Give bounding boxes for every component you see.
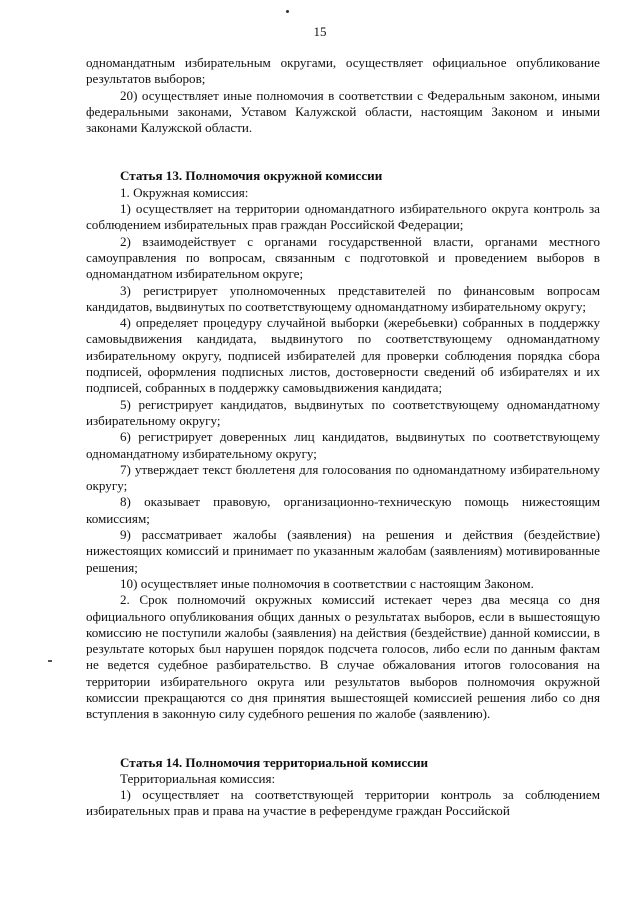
page-number: 15	[313, 24, 327, 39]
article-13-intro: 1. Окружная комиссия:	[120, 184, 249, 200]
list-item: 1) осуществляет на территории одномандатного избирательного округа контроль за соблюдением избирательных прав граждан Российской Федерации;	[86, 201, 600, 233]
list-item: 6) регистрирует доверенных лиц кандидатов, выдвинутых по соответствующему одномандатному избирательному округу;	[86, 429, 600, 461]
list-item: 9) рассматривает жалобы (заявления) на решения и действия (бездействие) нижестоящих комиссий и принимает по указанным жалобам (заявлениям) мотивированные решения;	[86, 527, 600, 575]
section-gap	[86, 723, 600, 755]
list-item: 1) осуществляет на соответствующей территории контроль за соблюдением избирательных прав и права на участие в референдуме граждан Российской	[86, 787, 600, 819]
list-item: 2) взаимодействует с органами государственной власти, органами местного самоуправления по вопросам, связанным с подготовкой и проведением выборов в одномандатном избирательном округе;	[86, 233, 600, 282]
paragraph: 2. Срок полномочий окружных комиссий истекает через два месяца со дня официального опубликования общих данных о результатах выборов, если в вышестоящую комиссию не поступили жалобы (заявления) на действия (бездействие) данной комиссии, в результате которых был нарушен порядок подсчета голосов, либо если по данным фактам не ведется судебное разбирательство. В случае обжалования итогов голосования на территории избирательного округа или результатов выборов полномочия окружной комиссии прекращаются со дня принятия вышестоящей комиссией решения либо со дня вступления в законную силу судебного решения по жалобе (заявлению).	[86, 592, 600, 722]
scan-dot	[286, 10, 289, 13]
list-item: 20) осуществляет иные полномочия в соответствии с Федеральным законом, иными федеральными законами, Уставом Калужской области, настоящим Законом и иными законами Калужской области.	[86, 87, 600, 136]
margin-mark	[48, 660, 52, 662]
list-item: 3) регистрирует уполномоченных представителей по финансовым вопросам кандидатов, выдвинутых по соответствующему одномандатному избирательному округу;	[86, 282, 600, 314]
article-14-heading: Статья 14. Полномочия территориальной комиссии	[120, 754, 429, 770]
list-item: 10) осуществляет иные полномочия в соответствии с настоящим Законом.	[120, 575, 534, 591]
document-body	[86, 55, 600, 820]
list-item: 7) утверждает текст бюллетеня для голосования по одномандатному избирательному округу;	[86, 461, 600, 494]
article-13-heading: Статья 13. Полномочия окружной комиссии	[120, 168, 383, 184]
continuation-text: одномандатным избирательным округами, осуществляет официальное опубликование результатов выборов;	[86, 55, 600, 87]
section-gap	[86, 136, 600, 168]
list-item: 5) регистрирует кандидатов, выдвинутых по соответствующему одномандатному избирательному округу;	[86, 396, 600, 428]
article-14-intro: Территориальная комиссия:	[120, 770, 276, 786]
list-item: 8) оказывает правовую, организационно-техническую помощь нижестоящим комиссиям;	[86, 494, 600, 526]
list-item: 4) определяет процедуру случайной выборки (жеребьевки) собранных в поддержку самовыдвижения кандидата, выдвинутого по соответствующему одномандатному избирательному округу, подписей избирателей для проверки соблюдения порядка сбора подписей, оформления подписных листов, достоверности сведений об избирателях и их подписей, собранных в поддержку самовыдвижения кандидата;	[86, 315, 600, 396]
